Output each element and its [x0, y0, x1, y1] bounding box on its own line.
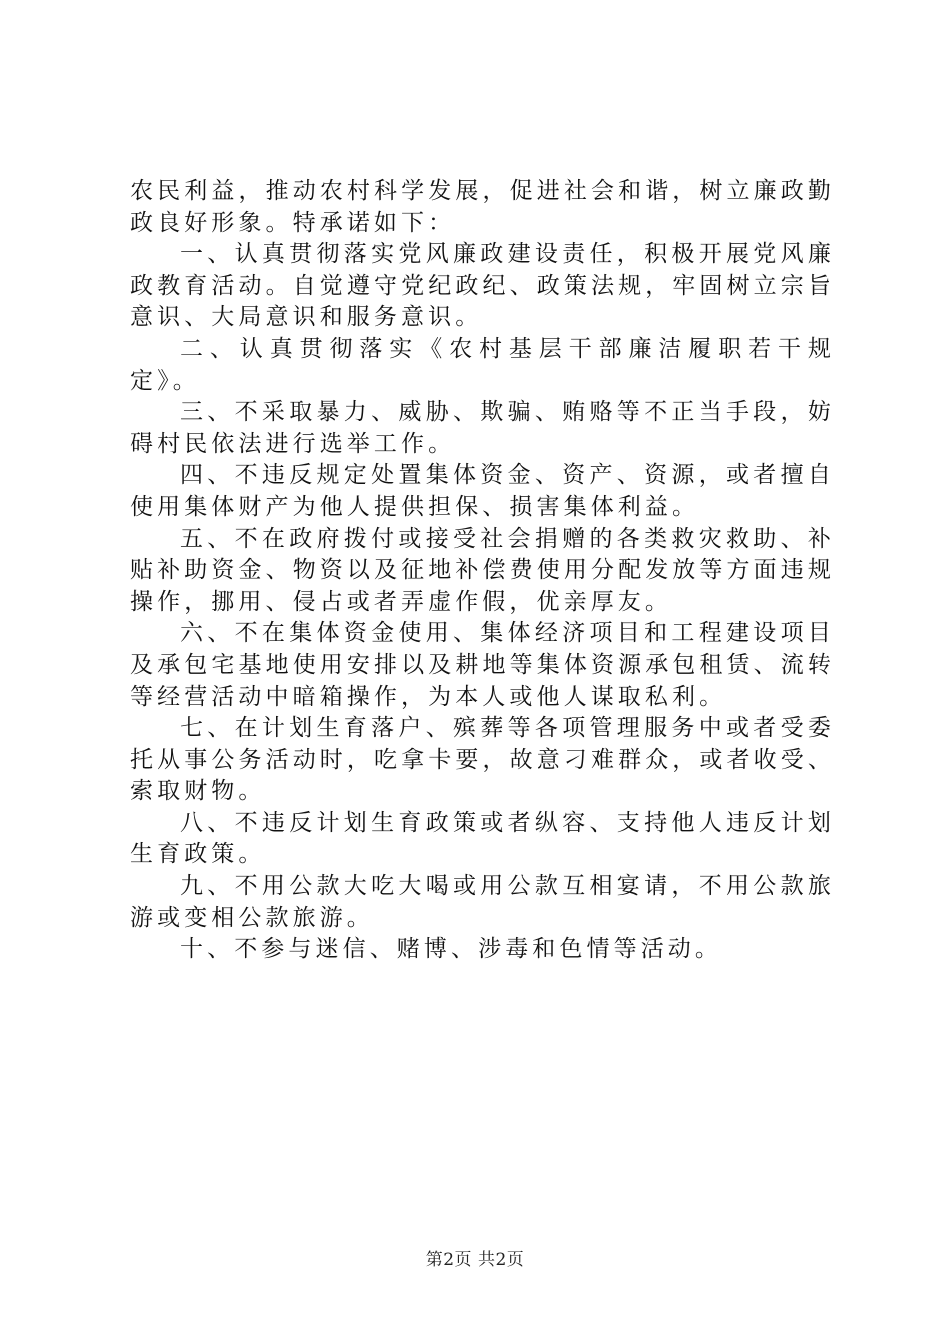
paragraph-continuation: 农民利益，推动农村科学发展，促进社会和谐，树立廉政勤政良好形象。特承诺如下：: [130, 178, 835, 236]
paragraph-item-4: 四、不违反规定处置集体资金、资产、资源，或者擅自使用集体财产为他人提供担保、损害集体利益。: [130, 462, 835, 520]
paragraph-item-5: 五、不在政府拨付或接受社会捐赠的各类救灾救助、补贴补助资金、物资以及征地补偿费使用分配发放等方面违规操作，挪用、侵占或者弄虚作假，优亲厚友。: [130, 525, 835, 615]
paragraph-item-8: 八、不违反计划生育政策或者纵容、支持他人违反计划生育政策。: [130, 809, 835, 868]
paragraph-item-1: 一、认真贯彻落实党风廉政建设责任，积极开展党风廉政教育活动。自觉遵守党纪政纪、政策法规，牢固树立宗旨意识、大局意识和服务意识。: [130, 241, 835, 331]
paragraph-item-10: 十、不参与迷信、赌博、涉毒和色情等活动。: [180, 936, 722, 963]
paragraph-item-3: 三、不采取暴力、威胁、欺骗、贿赂等不正当手段，妨碍村民依法进行选举工作。: [130, 399, 835, 457]
document-body: [130, 176, 835, 966]
paragraph-item-2: 二、认真贯彻落实《农村基层干部廉洁履职若干规定》。: [130, 335, 835, 394]
paragraph-item-6: 六、不在集体资金使用、集体经济项目和工程建设项目及承包宅基地使用安排以及耕地等集体资源承包租赁、流转等经营活动中暗箱操作，为本人或他人谋取私利。: [130, 620, 835, 710]
page-footer: 第2页 共2页: [425, 1250, 525, 1270]
paragraph-item-9: 九、不用公款大吃大喝或用公款互相宴请，不用公款旅游或变相公款旅游。: [130, 873, 835, 931]
paragraph-item-7: 七、在计划生育落户、殡葬等各项管理服务中或者受委托从事公务活动时，吃拿卡要，故意刁难群众，或者收受、索取财物。: [130, 715, 835, 805]
